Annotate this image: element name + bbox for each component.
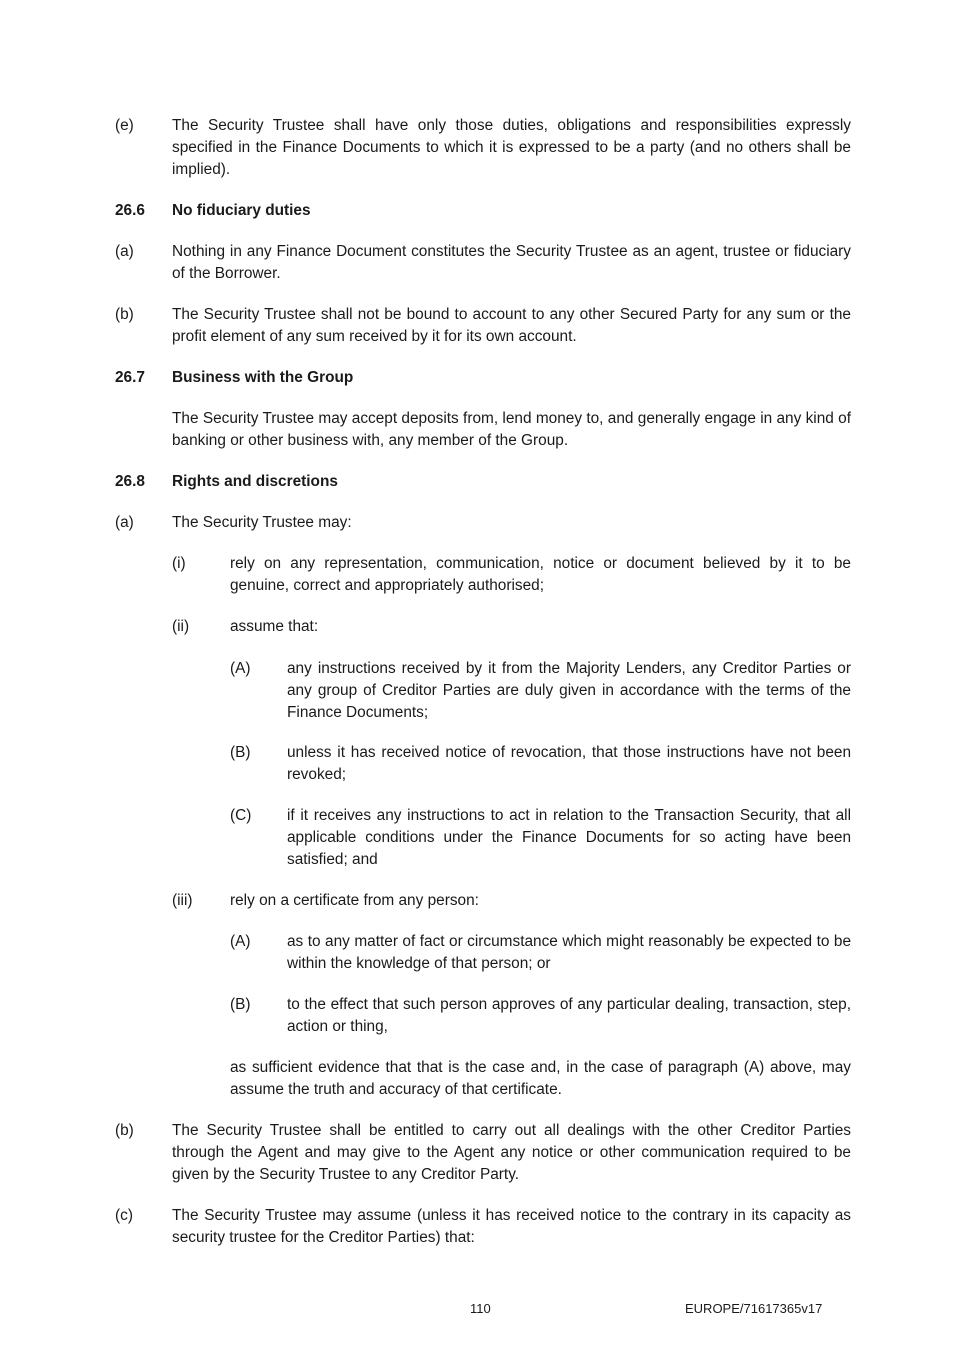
clause-label: (c)	[115, 1207, 133, 1224]
clause-text: The Security Trustee may assume (unless it has received notice to the contrary in its capacity as security trustee for the Creditor Parties) that:	[172, 1207, 851, 1246]
clause-text: if it receives any instructions to act in relation to the Transaction Security, that all applicable conditions under the Finance Documents for so acting have been satisfied; and	[287, 807, 851, 868]
clause-text: Nothing in any Finance Document constitutes the Security Trustee as an agent, trustee or fiduciary of the Borrower.	[172, 243, 851, 282]
section-title: Business with the Group	[172, 369, 354, 386]
clause-label: (b)	[115, 306, 134, 323]
page-number: 110	[470, 1301, 491, 1316]
clause-label: (A)	[230, 933, 251, 950]
section-title: Rights and discretions	[172, 473, 338, 490]
clause-text: The Security Trustee shall have only those duties, obligations and responsibilities expressly specified in the Finance Documents to which it is expressed to be a party (and no others shall be implied).	[172, 117, 851, 178]
document-reference: EUROPE/71617365v17	[685, 1301, 823, 1316]
clause-text: The Security Trustee may accept deposits from, lend money to, and generally engage in any kind of banking or other business with, any member of the Group.	[172, 410, 851, 449]
clause-text: The Security Trustee may:	[172, 514, 352, 531]
clause-label: (B)	[230, 996, 251, 1013]
section-number: 26.6	[115, 202, 145, 219]
clause-label: (C)	[230, 807, 252, 824]
clause-label: (ii)	[172, 618, 190, 635]
clause-text: assume that:	[230, 618, 319, 635]
clause-label: (A)	[230, 660, 251, 677]
clause-label: (i)	[172, 555, 186, 572]
clause-text: rely on any representation, communication, notice or document believed by it to be genuine, correct and appropriately authorised;	[230, 555, 851, 594]
clause-label: (iii)	[172, 892, 193, 909]
clause-label: (a)	[115, 243, 134, 260]
clause-text: as to any matter of fact or circumstance which might reasonably be expected to be within the knowledge of that person; or	[287, 933, 851, 972]
clause-text: rely on a certificate from any person:	[230, 892, 479, 909]
clause-label: (B)	[230, 744, 251, 761]
clause-text: to the effect that such person approves of any particular dealing, transaction, step, action or thing,	[287, 996, 851, 1035]
clause-text: unless it has received notice of revocation, that those instructions have not been revoked;	[287, 744, 851, 783]
clause-label: (a)	[115, 514, 134, 531]
clause-text: The Security Trustee shall be entitled to carry out all dealings with the other Creditor Parties through the Agent and may give to the Agent any notice or other communication required to be given by the Security Trustee to any Creditor Party.	[172, 1122, 851, 1183]
section-title: No fiduciary duties	[172, 202, 311, 219]
clause-label: (e)	[115, 117, 134, 134]
clause-text: any instructions received by it from the Majority Lenders, any Creditor Parties or any group of Creditor Parties are duly given in accordance with the terms of the Finance Documents;	[287, 660, 851, 721]
clause-text: as sufficient evidence that that is the case and, in the case of paragraph (A) above, may assume the truth and accuracy of that certificate.	[230, 1059, 851, 1098]
section-number: 26.7	[115, 369, 145, 386]
clause-label: (b)	[115, 1122, 134, 1139]
section-number: 26.8	[115, 473, 145, 490]
clause-text: The Security Trustee shall not be bound to account to any other Secured Party for any sum or the profit element of any sum received by it for its own account.	[172, 306, 851, 345]
